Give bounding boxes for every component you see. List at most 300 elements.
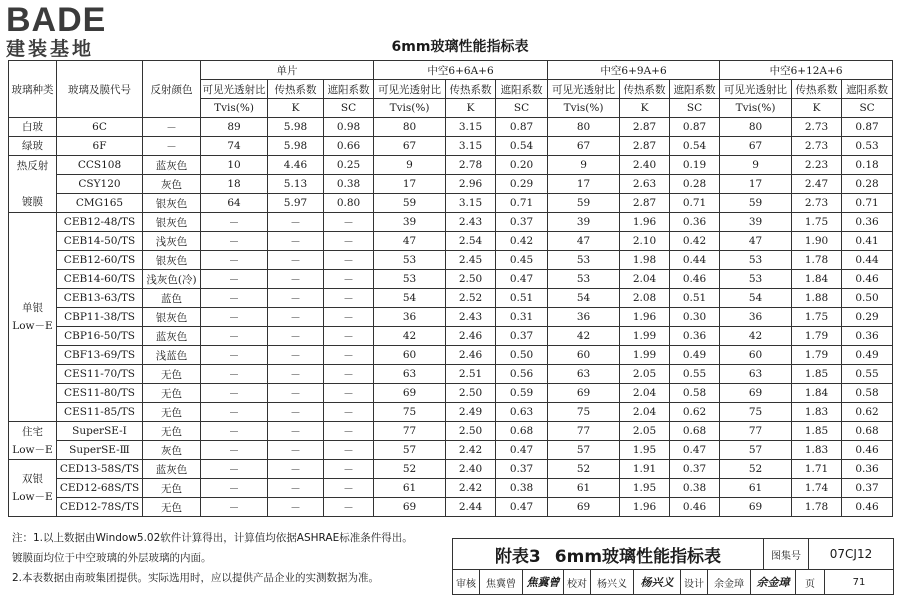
value-cell: 0.59 bbox=[496, 384, 548, 403]
value-cell: 1.88 bbox=[792, 289, 842, 308]
value-cell: 9 bbox=[720, 156, 792, 175]
value-cell: 2.08 bbox=[620, 289, 670, 308]
atlas-number: 07CJ12 bbox=[809, 539, 893, 570]
value-cell: 36 bbox=[720, 308, 792, 327]
value-cell: 39 bbox=[374, 213, 446, 232]
value-cell: 2.78 bbox=[446, 156, 496, 175]
value-cell: 1.96 bbox=[620, 308, 670, 327]
reflect-color-cell: 无色 bbox=[143, 403, 201, 422]
table-row bbox=[9, 213, 893, 232]
value-cell: － bbox=[268, 384, 324, 403]
reflect-color-cell: － bbox=[143, 118, 201, 137]
value-cell: 2.47 bbox=[792, 175, 842, 194]
designer-signature: 余金璋 bbox=[751, 570, 796, 594]
value-cell: 80 bbox=[374, 118, 446, 137]
value-cell: 0.38 bbox=[324, 175, 374, 194]
value-cell: 0.19 bbox=[670, 156, 720, 175]
value-cell: 0.37 bbox=[496, 213, 548, 232]
table-row bbox=[9, 118, 893, 137]
value-cell: 0.46 bbox=[670, 498, 720, 517]
value-cell: 2.05 bbox=[620, 365, 670, 384]
value-cell: 54 bbox=[374, 289, 446, 308]
value-cell: 2.44 bbox=[446, 498, 496, 517]
value-cell: 5.13 bbox=[268, 175, 324, 194]
value-cell: 0.30 bbox=[670, 308, 720, 327]
glass-type-label: 单银 bbox=[22, 302, 43, 314]
value-cell: 0.56 bbox=[496, 365, 548, 384]
header-unit-cell: SC bbox=[324, 99, 374, 118]
value-cell: 53 bbox=[720, 251, 792, 270]
value-cell: 0.46 bbox=[842, 498, 893, 517]
table-row bbox=[9, 251, 893, 270]
value-cell: 0.87 bbox=[670, 118, 720, 137]
value-cell: 0.41 bbox=[842, 232, 893, 251]
glass-type-cell bbox=[9, 460, 57, 517]
value-cell: － bbox=[324, 289, 374, 308]
glass-code-cell: CED13-58S/TS bbox=[57, 460, 143, 479]
table-row bbox=[9, 441, 893, 460]
reflect-color-cell: 无色 bbox=[143, 384, 201, 403]
spacer bbox=[9, 175, 56, 193]
value-cell: 2.96 bbox=[446, 175, 496, 194]
table-row bbox=[9, 137, 893, 156]
glass-code-cell: SuperSE-Ⅲ bbox=[57, 441, 143, 460]
value-cell: 0.36 bbox=[670, 213, 720, 232]
glass-code-cell: 6F bbox=[57, 137, 143, 156]
value-cell: 0.45 bbox=[496, 251, 548, 270]
reflect-color-cell: 浅蓝色 bbox=[143, 346, 201, 365]
glass-code-cell: CES11-80/TS bbox=[57, 384, 143, 403]
title-block-name bbox=[453, 539, 764, 570]
value-cell: － bbox=[201, 251, 268, 270]
value-cell: 0.36 bbox=[842, 327, 893, 346]
value-cell: － bbox=[324, 270, 374, 289]
value-cell: 0.46 bbox=[842, 441, 893, 460]
value-cell: 2.63 bbox=[620, 175, 670, 194]
value-cell: 2.54 bbox=[446, 232, 496, 251]
value-cell: 60 bbox=[720, 346, 792, 365]
value-cell: 67 bbox=[720, 137, 792, 156]
value-cell: 0.71 bbox=[842, 194, 893, 213]
value-cell: 2.23 bbox=[792, 156, 842, 175]
value-cell: － bbox=[201, 422, 268, 441]
value-cell: 63 bbox=[720, 365, 792, 384]
title-block bbox=[452, 538, 894, 595]
value-cell: 17 bbox=[548, 175, 620, 194]
value-cell: 77 bbox=[720, 422, 792, 441]
value-cell: 69 bbox=[720, 498, 792, 517]
reflect-color-cell: 无色 bbox=[143, 479, 201, 498]
design-label: 设计 bbox=[681, 570, 708, 594]
value-cell: 2.51 bbox=[446, 365, 496, 384]
value-cell: 63 bbox=[548, 365, 620, 384]
value-cell: 18 bbox=[201, 175, 268, 194]
glass-type-label: 热反射 bbox=[16, 160, 49, 172]
value-cell: 0.87 bbox=[842, 118, 893, 137]
reflect-color-cell: 银灰色 bbox=[143, 194, 201, 213]
value-cell: 77 bbox=[548, 422, 620, 441]
value-cell: 60 bbox=[374, 346, 446, 365]
value-cell: 42 bbox=[374, 327, 446, 346]
header-group-6a: 中空6+6A+6 bbox=[374, 61, 548, 80]
value-cell: 3.15 bbox=[446, 194, 496, 213]
header-sub-cell: 传热系数 bbox=[446, 80, 496, 99]
value-cell: 9 bbox=[548, 156, 620, 175]
value-cell: 2.73 bbox=[792, 194, 842, 213]
value-cell: － bbox=[324, 422, 374, 441]
header-sub-cell: 传热系数 bbox=[268, 80, 324, 99]
value-cell: － bbox=[324, 460, 374, 479]
value-cell: 1.83 bbox=[792, 441, 842, 460]
value-cell: 2.05 bbox=[620, 422, 670, 441]
designer-name: 余金璋 bbox=[708, 570, 751, 594]
value-cell: － bbox=[201, 441, 268, 460]
value-cell: － bbox=[268, 327, 324, 346]
value-cell: 2.46 bbox=[446, 346, 496, 365]
value-cell: 2.87 bbox=[620, 194, 670, 213]
glass-type-cell bbox=[9, 422, 57, 460]
header-sub-cell: 遮阳系数 bbox=[496, 80, 548, 99]
note-line: 注：1.以上数据由Window5.02软件计算得出，计算值均依据ASHRAE标准条件得出。 bbox=[12, 532, 413, 544]
value-cell: 0.47 bbox=[496, 270, 548, 289]
value-cell: － bbox=[201, 460, 268, 479]
value-cell: 52 bbox=[548, 460, 620, 479]
glass-type-cell bbox=[9, 213, 57, 422]
value-cell: 0.42 bbox=[670, 232, 720, 251]
value-cell: 2.40 bbox=[446, 460, 496, 479]
table-row bbox=[9, 232, 893, 251]
table-row bbox=[9, 384, 893, 403]
value-cell: 5.98 bbox=[268, 118, 324, 137]
value-cell: 17 bbox=[374, 175, 446, 194]
header-sub-cell: 可见光透射比 bbox=[720, 80, 792, 99]
value-cell: 47 bbox=[720, 232, 792, 251]
value-cell: 1.98 bbox=[620, 251, 670, 270]
value-cell: 0.47 bbox=[670, 441, 720, 460]
value-cell: 0.46 bbox=[670, 270, 720, 289]
value-cell: － bbox=[324, 384, 374, 403]
value-cell: － bbox=[324, 308, 374, 327]
value-cell: 0.62 bbox=[842, 403, 893, 422]
value-cell: 42 bbox=[548, 327, 620, 346]
value-cell: － bbox=[201, 213, 268, 232]
header-code: 玻璃及膜代号 bbox=[57, 61, 143, 118]
value-cell: 61 bbox=[374, 479, 446, 498]
value-cell: － bbox=[268, 308, 324, 327]
value-cell: － bbox=[201, 308, 268, 327]
appendix-title: 6mm玻璃性能指标表 bbox=[554, 546, 722, 567]
value-cell: － bbox=[324, 403, 374, 422]
value-cell: 75 bbox=[720, 403, 792, 422]
page-number: 71 bbox=[852, 576, 866, 588]
value-cell: 2.04 bbox=[620, 270, 670, 289]
table-row bbox=[9, 365, 893, 384]
header-unit-cell: SC bbox=[496, 99, 548, 118]
value-cell: － bbox=[201, 403, 268, 422]
reflect-color-cell: 浅灰色(冷) bbox=[143, 270, 201, 289]
header-sub-cell: 传热系数 bbox=[620, 80, 670, 99]
value-cell: － bbox=[324, 498, 374, 517]
header-sub-cell: 可见光透射比 bbox=[201, 80, 268, 99]
value-cell: 0.98 bbox=[324, 118, 374, 137]
reflect-color-cell: 蓝灰色 bbox=[143, 460, 201, 479]
value-cell: 64 bbox=[201, 194, 268, 213]
signature-row bbox=[453, 570, 893, 594]
value-cell: 0.18 bbox=[842, 156, 893, 175]
table-row bbox=[9, 346, 893, 365]
value-cell: 57 bbox=[374, 441, 446, 460]
header-unit-cell: SC bbox=[842, 99, 893, 118]
value-cell: 0.29 bbox=[842, 308, 893, 327]
value-cell: 1.90 bbox=[792, 232, 842, 251]
value-cell: 39 bbox=[720, 213, 792, 232]
value-cell: 1.84 bbox=[792, 384, 842, 403]
appendix-label: 附表3 bbox=[494, 546, 541, 567]
value-cell: 67 bbox=[548, 137, 620, 156]
reflect-color-cell: 银灰色 bbox=[143, 251, 201, 270]
value-cell: － bbox=[201, 384, 268, 403]
value-cell: － bbox=[201, 327, 268, 346]
value-cell: 1.96 bbox=[620, 213, 670, 232]
header-unit-cell: Tvis(%) bbox=[201, 99, 268, 118]
glass-code-cell: SuperSE-Ⅰ bbox=[57, 422, 143, 441]
table-row bbox=[9, 498, 893, 517]
value-cell: 0.42 bbox=[496, 232, 548, 251]
value-cell: － bbox=[268, 251, 324, 270]
logo-sub-text: 建装基地 bbox=[6, 38, 95, 60]
value-cell: 5.98 bbox=[268, 137, 324, 156]
glass-type-label: 双银 bbox=[22, 473, 43, 485]
value-cell: 52 bbox=[720, 460, 792, 479]
value-cell: 1.74 bbox=[792, 479, 842, 498]
value-cell: 1.85 bbox=[792, 365, 842, 384]
header-group-single: 单片 bbox=[201, 61, 374, 80]
glass-type-cell bbox=[9, 137, 57, 156]
value-cell: 0.51 bbox=[496, 289, 548, 308]
value-cell: 42 bbox=[720, 327, 792, 346]
value-cell: 1.79 bbox=[792, 346, 842, 365]
value-cell: 2.73 bbox=[792, 137, 842, 156]
value-cell: － bbox=[324, 213, 374, 232]
note-line: 2.本表数据由南玻集团提供。实际选用时，应以提供产品企业的实测数据为准。 bbox=[12, 572, 380, 584]
value-cell: － bbox=[324, 251, 374, 270]
header-color: 反射颜色 bbox=[143, 61, 201, 118]
value-cell: 89 bbox=[201, 118, 268, 137]
value-cell: 53 bbox=[548, 270, 620, 289]
value-cell: 1.95 bbox=[620, 441, 670, 460]
value-cell: 47 bbox=[374, 232, 446, 251]
table-row bbox=[9, 194, 893, 213]
header-unit-cell: Tvis(%) bbox=[720, 99, 792, 118]
value-cell: 0.25 bbox=[324, 156, 374, 175]
review-label: 审核 bbox=[453, 570, 480, 594]
table-row bbox=[9, 422, 893, 441]
value-cell: － bbox=[268, 498, 324, 517]
glass-type-cell bbox=[9, 118, 57, 137]
reflect-color-cell: 无色 bbox=[143, 422, 201, 441]
value-cell: 0.87 bbox=[496, 118, 548, 137]
table-row bbox=[9, 289, 893, 308]
value-cell: 0.58 bbox=[842, 384, 893, 403]
header-unit-cell: K bbox=[792, 99, 842, 118]
glass-code-cell: CCS108 bbox=[57, 156, 143, 175]
value-cell: 1.78 bbox=[792, 498, 842, 517]
reflect-color-cell: 浅灰色 bbox=[143, 232, 201, 251]
value-cell: 0.54 bbox=[670, 137, 720, 156]
value-cell: 2.50 bbox=[446, 270, 496, 289]
value-cell: 36 bbox=[374, 308, 446, 327]
value-cell: 53 bbox=[548, 251, 620, 270]
glass-performance-table bbox=[8, 60, 893, 517]
value-cell: 67 bbox=[374, 137, 446, 156]
value-cell: 0.28 bbox=[842, 175, 893, 194]
value-cell: 0.50 bbox=[842, 289, 893, 308]
value-cell: － bbox=[324, 327, 374, 346]
value-cell: － bbox=[324, 479, 374, 498]
header-sub-cell: 遮阳系数 bbox=[842, 80, 893, 99]
value-cell: － bbox=[268, 441, 324, 460]
value-cell: 77 bbox=[374, 422, 446, 441]
value-cell: 60 bbox=[548, 346, 620, 365]
value-cell: 0.37 bbox=[670, 460, 720, 479]
value-cell: 0.29 bbox=[496, 175, 548, 194]
value-cell: 3.15 bbox=[446, 137, 496, 156]
value-cell: 75 bbox=[374, 403, 446, 422]
value-cell: － bbox=[324, 441, 374, 460]
value-cell: 2.87 bbox=[620, 137, 670, 156]
value-cell: 69 bbox=[374, 498, 446, 517]
reflect-color-cell: 银灰色 bbox=[143, 308, 201, 327]
value-cell: 0.47 bbox=[496, 498, 548, 517]
value-cell: 69 bbox=[720, 384, 792, 403]
header-sub-cell: 传热系数 bbox=[792, 80, 842, 99]
glass-code-cell: CBP16-50/TS bbox=[57, 327, 143, 346]
glass-type-label: 白玻 bbox=[22, 121, 43, 133]
value-cell: － bbox=[268, 346, 324, 365]
value-cell: － bbox=[201, 289, 268, 308]
value-cell: 2.40 bbox=[620, 156, 670, 175]
value-cell: 0.37 bbox=[496, 327, 548, 346]
value-cell: 1.96 bbox=[620, 498, 670, 517]
reflect-color-cell: 蓝灰色 bbox=[143, 156, 201, 175]
value-cell: － bbox=[201, 270, 268, 289]
reflect-color-cell: 无色 bbox=[143, 498, 201, 517]
value-cell: 0.51 bbox=[670, 289, 720, 308]
glass-type-label: Low－E bbox=[12, 491, 53, 503]
reviewer-name: 焦冀曾 bbox=[480, 570, 523, 594]
reviewer-signature: 焦冀曾 bbox=[523, 570, 564, 594]
reflect-color-cell: 蓝色 bbox=[143, 289, 201, 308]
value-cell: 9 bbox=[374, 156, 446, 175]
table-row bbox=[9, 175, 893, 194]
value-cell: 0.46 bbox=[842, 270, 893, 289]
reflect-color-cell: － bbox=[143, 137, 201, 156]
value-cell: 0.50 bbox=[496, 346, 548, 365]
table-body bbox=[9, 118, 893, 517]
glass-code-cell: CES11-85/TS bbox=[57, 403, 143, 422]
header-unit-cell: Tvis(%) bbox=[374, 99, 446, 118]
value-cell: 0.49 bbox=[842, 346, 893, 365]
value-cell: 54 bbox=[720, 289, 792, 308]
value-cell: 69 bbox=[374, 384, 446, 403]
value-cell: － bbox=[201, 498, 268, 517]
table-row bbox=[9, 270, 893, 289]
table-header bbox=[9, 61, 893, 118]
value-cell: － bbox=[201, 346, 268, 365]
atlas-number-label: 图集号 bbox=[764, 539, 809, 570]
glass-type-label: Low－E bbox=[12, 320, 53, 332]
reflect-color-cell: 无色 bbox=[143, 365, 201, 384]
value-cell: － bbox=[324, 346, 374, 365]
glass-type-cell bbox=[9, 156, 57, 213]
value-cell: 61 bbox=[548, 479, 620, 498]
glass-code-cell: CBF13-69/TS bbox=[57, 346, 143, 365]
value-cell: 69 bbox=[548, 498, 620, 517]
value-cell: 63 bbox=[374, 365, 446, 384]
value-cell: － bbox=[324, 365, 374, 384]
value-cell: 1.85 bbox=[792, 422, 842, 441]
value-cell: 53 bbox=[374, 270, 446, 289]
value-cell: 0.44 bbox=[842, 251, 893, 270]
glass-code-cell: CEB13-63/TS bbox=[57, 289, 143, 308]
table-row bbox=[9, 460, 893, 479]
glass-code-cell: CEB14-50/TS bbox=[57, 232, 143, 251]
header-group-12a: 中空6+12A+6 bbox=[720, 61, 893, 80]
value-cell: 80 bbox=[548, 118, 620, 137]
value-cell: － bbox=[201, 479, 268, 498]
value-cell: 0.71 bbox=[496, 194, 548, 213]
value-cell: － bbox=[268, 213, 324, 232]
value-cell: 0.71 bbox=[670, 194, 720, 213]
glass-code-cell: 6C bbox=[57, 118, 143, 137]
value-cell: 2.73 bbox=[792, 118, 842, 137]
value-cell: 4.46 bbox=[268, 156, 324, 175]
value-cell: 39 bbox=[548, 213, 620, 232]
value-cell: 17 bbox=[720, 175, 792, 194]
value-cell: 0.80 bbox=[324, 194, 374, 213]
header-unit-cell: SC bbox=[670, 99, 720, 118]
glass-code-cell: CED12-78S/TS bbox=[57, 498, 143, 517]
value-cell: 57 bbox=[720, 441, 792, 460]
value-cell: 59 bbox=[548, 194, 620, 213]
glass-code-cell: CSY120 bbox=[57, 175, 143, 194]
glass-code-cell: CEB12-48/TS bbox=[57, 213, 143, 232]
value-cell: 1.84 bbox=[792, 270, 842, 289]
table-title: 6mm玻璃性能指标表 bbox=[391, 39, 529, 55]
header-sub-cell: 遮阳系数 bbox=[670, 80, 720, 99]
value-cell: 69 bbox=[548, 384, 620, 403]
glass-type-label: Low－E bbox=[12, 443, 53, 456]
value-cell: 1.79 bbox=[792, 327, 842, 346]
checker-signature: 杨兴义 bbox=[634, 570, 681, 594]
header-unit-cell: K bbox=[620, 99, 670, 118]
value-cell: 0.55 bbox=[842, 365, 893, 384]
value-cell: 2.45 bbox=[446, 251, 496, 270]
value-cell: 1.83 bbox=[792, 403, 842, 422]
value-cell: 2.10 bbox=[620, 232, 670, 251]
value-cell: 0.20 bbox=[496, 156, 548, 175]
value-cell: 1.95 bbox=[620, 479, 670, 498]
value-cell: 0.37 bbox=[496, 460, 548, 479]
table-row bbox=[9, 308, 893, 327]
value-cell: 2.50 bbox=[446, 384, 496, 403]
value-cell: 3.15 bbox=[446, 118, 496, 137]
glass-code-cell: CED12-68S/TS bbox=[57, 479, 143, 498]
value-cell: 2.87 bbox=[620, 118, 670, 137]
value-cell: 2.04 bbox=[620, 384, 670, 403]
header-group-9a: 中空6+9A+6 bbox=[548, 61, 720, 80]
value-cell: 36 bbox=[548, 308, 620, 327]
